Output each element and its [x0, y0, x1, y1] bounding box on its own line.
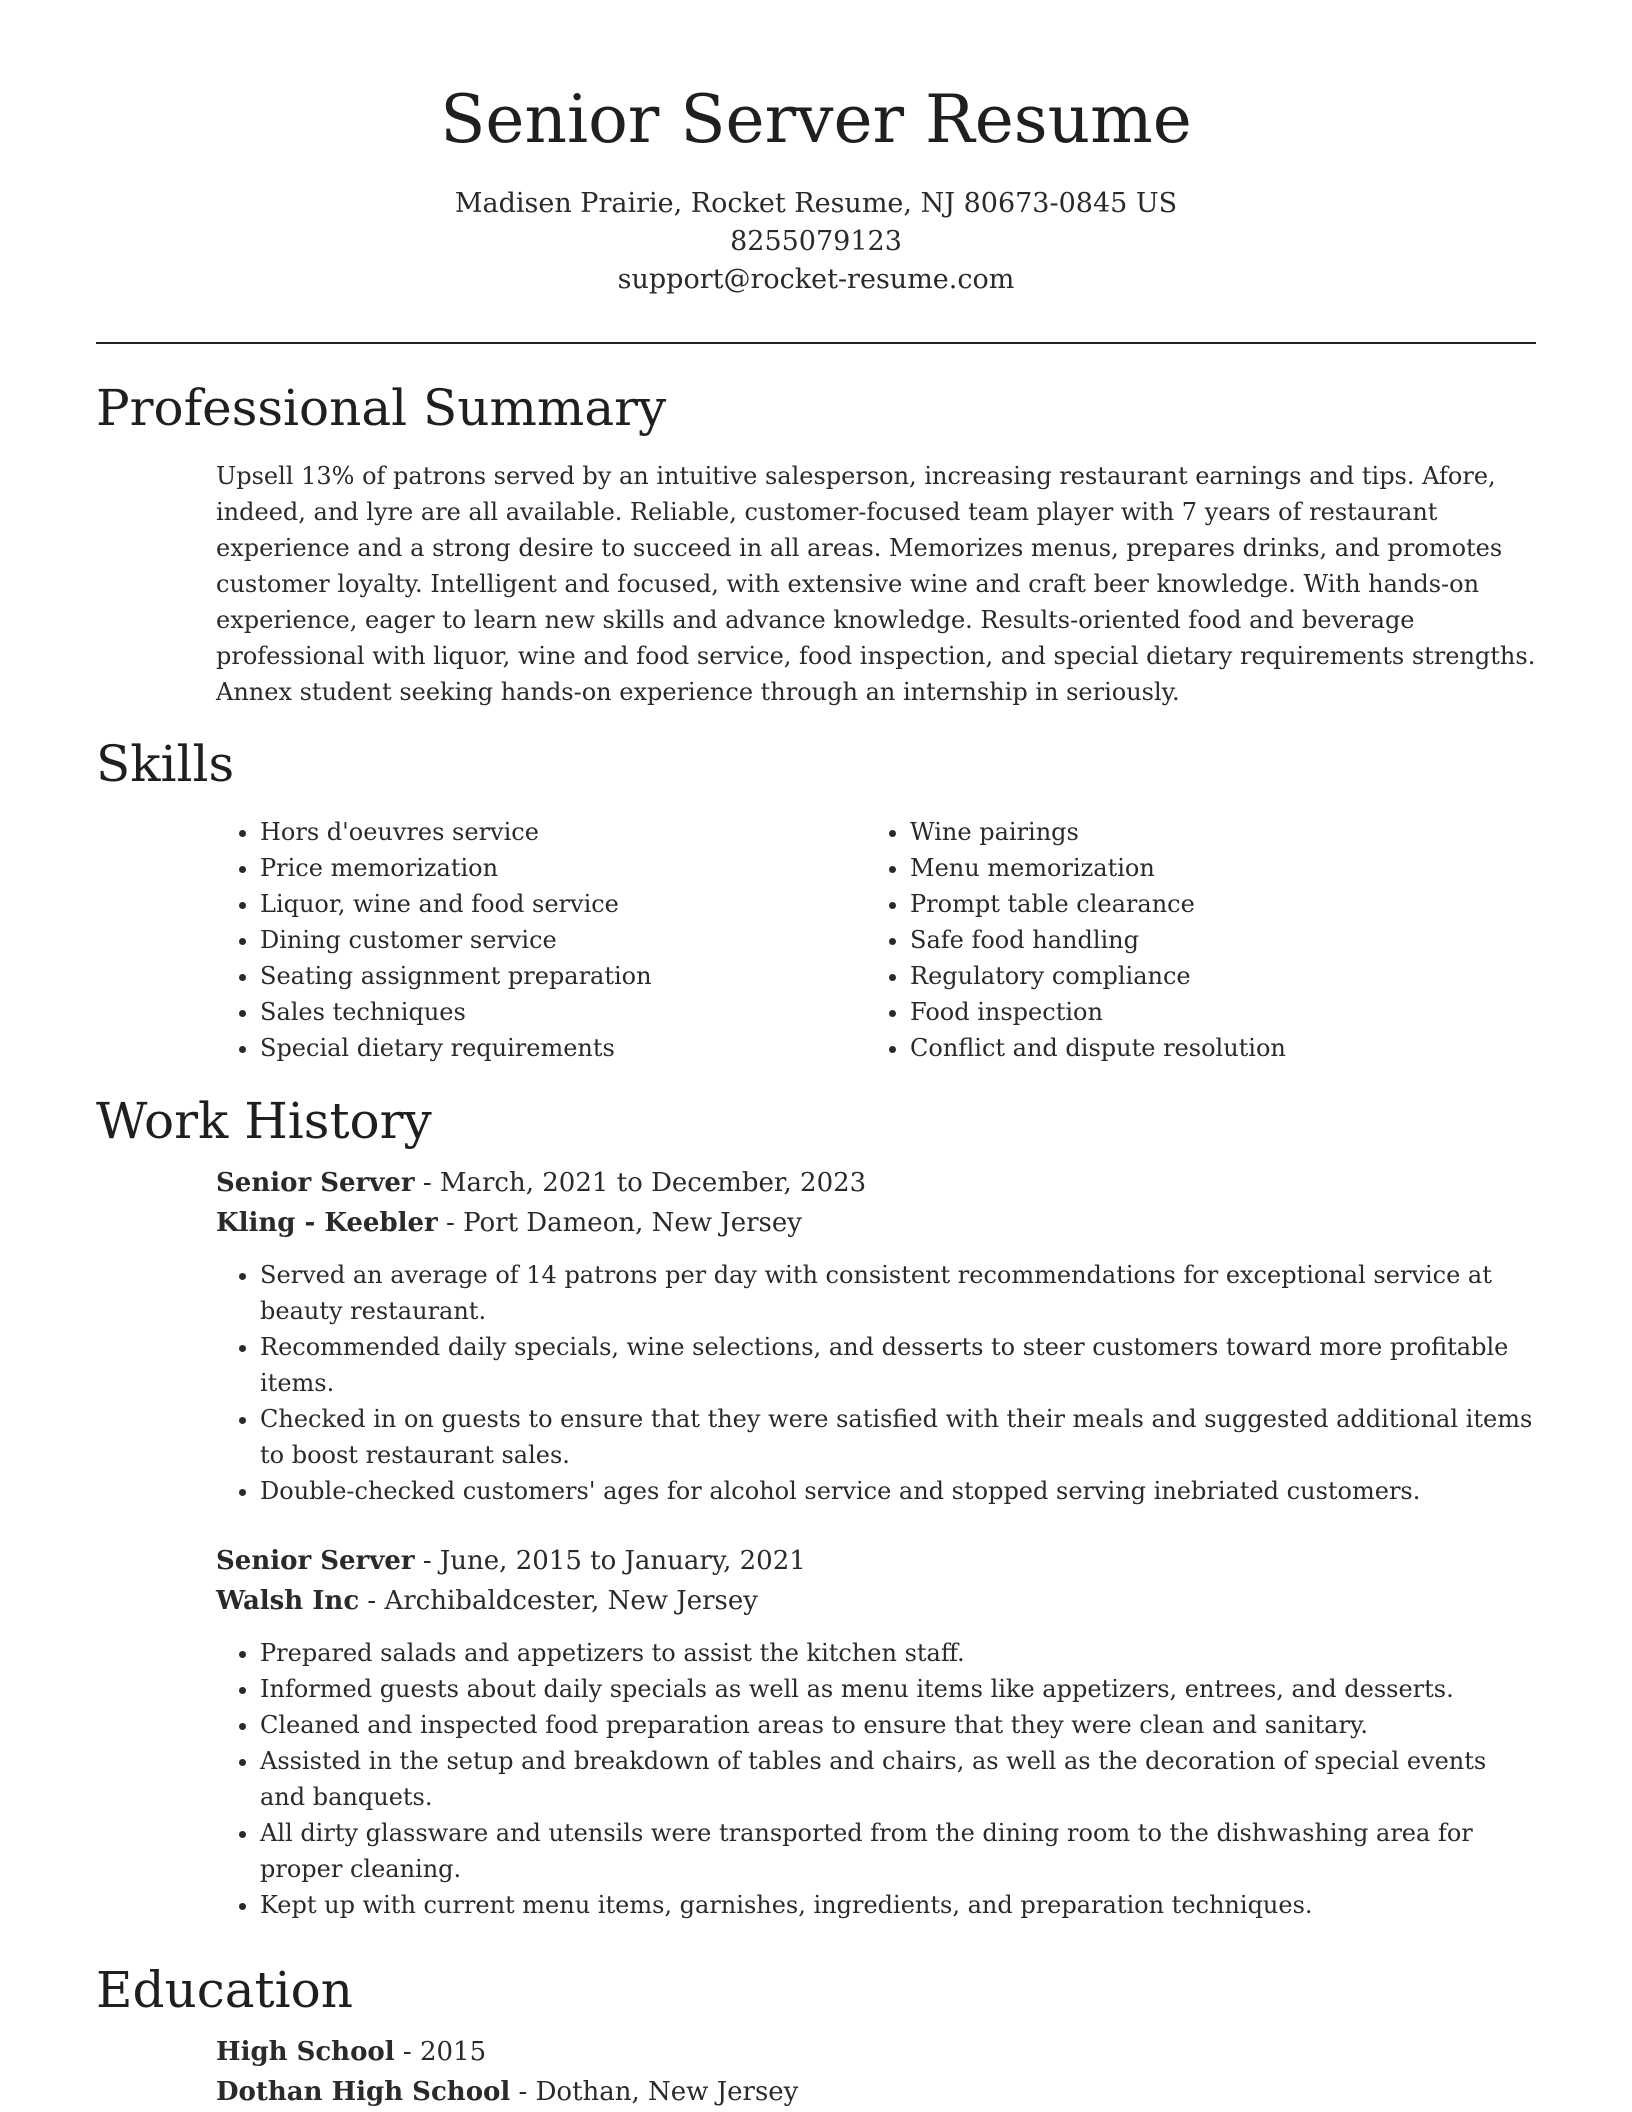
job-location: - Archibaldcester, New Jersey: [359, 1585, 758, 1616]
job-company: Kling - Keebler: [216, 1207, 438, 1238]
skills-column-right: [866, 814, 1516, 1066]
job-bullet: • Checked in on guests to ensure that they were satisfied with their meals and suggested additional items to boost restaurant sales.: [260, 1401, 1536, 1473]
skill-item: • Sales techniques: [260, 994, 866, 1030]
job-bullet: • Double-checked customers' ages for alcohol service and stopped serving inebriated customers.: [260, 1473, 1536, 1509]
summary-heading: Professional Summary: [96, 379, 667, 437]
phone-number: 8255079123: [730, 225, 902, 257]
skill-item: • Liquor, wine and food service: [260, 886, 866, 922]
work-history-heading: Work History: [96, 1092, 432, 1150]
job-company-line: [216, 1581, 1536, 1621]
skill-item: • Safe food handling: [910, 922, 1516, 958]
job-entry: [96, 1163, 1536, 1509]
skill-item: • Seating assignment preparation: [260, 958, 866, 994]
job-bullet: • Informed guests about daily specials as well as menu items like appetizers, entrees, and desserts.: [260, 1671, 1536, 1707]
job-bullet: • Assisted in the setup and breakdown of tables and chairs, as well as the decoration of special events and banquets.: [260, 1743, 1536, 1815]
job-title-line: [216, 1541, 1536, 1581]
education-degree: High School: [216, 2036, 395, 2067]
job-bullet: • Prepared salads and appetizers to assist the kitchen staff.: [260, 1635, 1536, 1671]
work-history-section: [96, 1093, 1536, 1923]
job-company-line: [216, 1203, 1536, 1243]
resume-title: Senior Server Resume: [440, 81, 1192, 158]
education-degree-line: [216, 2032, 1536, 2072]
summary-text: Upsell 13% of patrons served by an intuitive salesperson, increasing restaurant earnings and tips. Afore, indeed, and lyre are all available. Reliable, customer-focused team player with 7 years of restaurant experience and a strong desire to succeed in all areas. Memorizes menus, prepares drinks, and promotes customer loyalty. Intelligent and focused, with extensive wine and craft beer knowledge. With hands-on experience, eager to learn new skills and advance knowledge. Results-oriented food and beverage professional with liquor, wine and food service, food inspection, and special dietary requirements strengths. Annex student seeking hands-on experience through an internship in seriously.: [216, 461, 1536, 706]
job-location: - Port Dameon, New Jersey: [437, 1207, 802, 1238]
education-entry: [96, 2032, 1536, 2112]
skill-item: • Prompt table clearance: [910, 886, 1516, 922]
skills-section: [96, 736, 1536, 1066]
education-year: - 2015: [394, 2036, 487, 2067]
address: Madisen Prairie, Rocket Resume, NJ 80673-0845 US: [454, 187, 1178, 219]
skill-item: • Menu memorization: [910, 850, 1516, 886]
skill-item: • Special dietary requirements: [260, 1030, 866, 1066]
job-bullet: • Recommended daily specials, wine selections, and desserts to steer customers toward more profitable items.: [260, 1329, 1536, 1401]
skills-heading: Skills: [96, 735, 235, 793]
job-bullet: • All dirty glassware and utensils were transported from the dining room to the dishwashing area for proper cleaning.: [260, 1815, 1536, 1887]
skill-item: • Hors d'oeuvres service: [260, 814, 866, 850]
job-role: Senior Server: [216, 1167, 415, 1198]
job-bullet: • Cleaned and inspected food preparation areas to ensure that they were clean and sanitary.: [260, 1707, 1536, 1743]
job-title-line: [216, 1163, 1536, 1203]
skill-item: • Dining customer service: [260, 922, 866, 958]
job-company: Walsh Inc: [216, 1585, 360, 1616]
skills-list-right: [866, 814, 1516, 1066]
email-address: support@rocket-resume.com: [617, 263, 1015, 295]
skill-item: • Conflict and dispute resolution: [910, 1030, 1516, 1066]
education-section: [96, 1962, 1536, 2112]
skill-item: • Regulatory compliance: [910, 958, 1516, 994]
education-school-line: [216, 2072, 1536, 2112]
summary-section: [96, 380, 1536, 710]
education-school: Dothan High School: [216, 2076, 511, 2107]
job-bullet: • Kept up with current menu items, garnishes, ingredients, and preparation techniques.: [260, 1887, 1536, 1923]
education-heading: Education: [96, 1961, 353, 2019]
job-bullet: • Served an average of 14 patrons per day with consistent recommendations for exceptional service at beauty restaurant.: [260, 1257, 1536, 1329]
skills-columns: [216, 814, 1536, 1066]
skills-list-left: [216, 814, 866, 1066]
header-divider: [96, 342, 1536, 344]
job-dates: - March, 2021 to December, 2023: [414, 1167, 867, 1198]
skill-item: • Price memorization: [260, 850, 866, 886]
job-bullet-list: [216, 1257, 1536, 1509]
job-entry: [96, 1541, 1536, 1923]
skill-item: • Food inspection: [910, 994, 1516, 1030]
skills-column-left: [216, 814, 866, 1066]
job-role: Senior Server: [216, 1545, 415, 1576]
resume-header: [0, 0, 1632, 299]
skill-item: • Wine pairings: [910, 814, 1516, 850]
education-location: - Dothan, New Jersey: [510, 2076, 799, 2107]
job-dates: - June, 2015 to January, 2021: [414, 1545, 806, 1576]
job-bullet-list: [216, 1635, 1536, 1923]
